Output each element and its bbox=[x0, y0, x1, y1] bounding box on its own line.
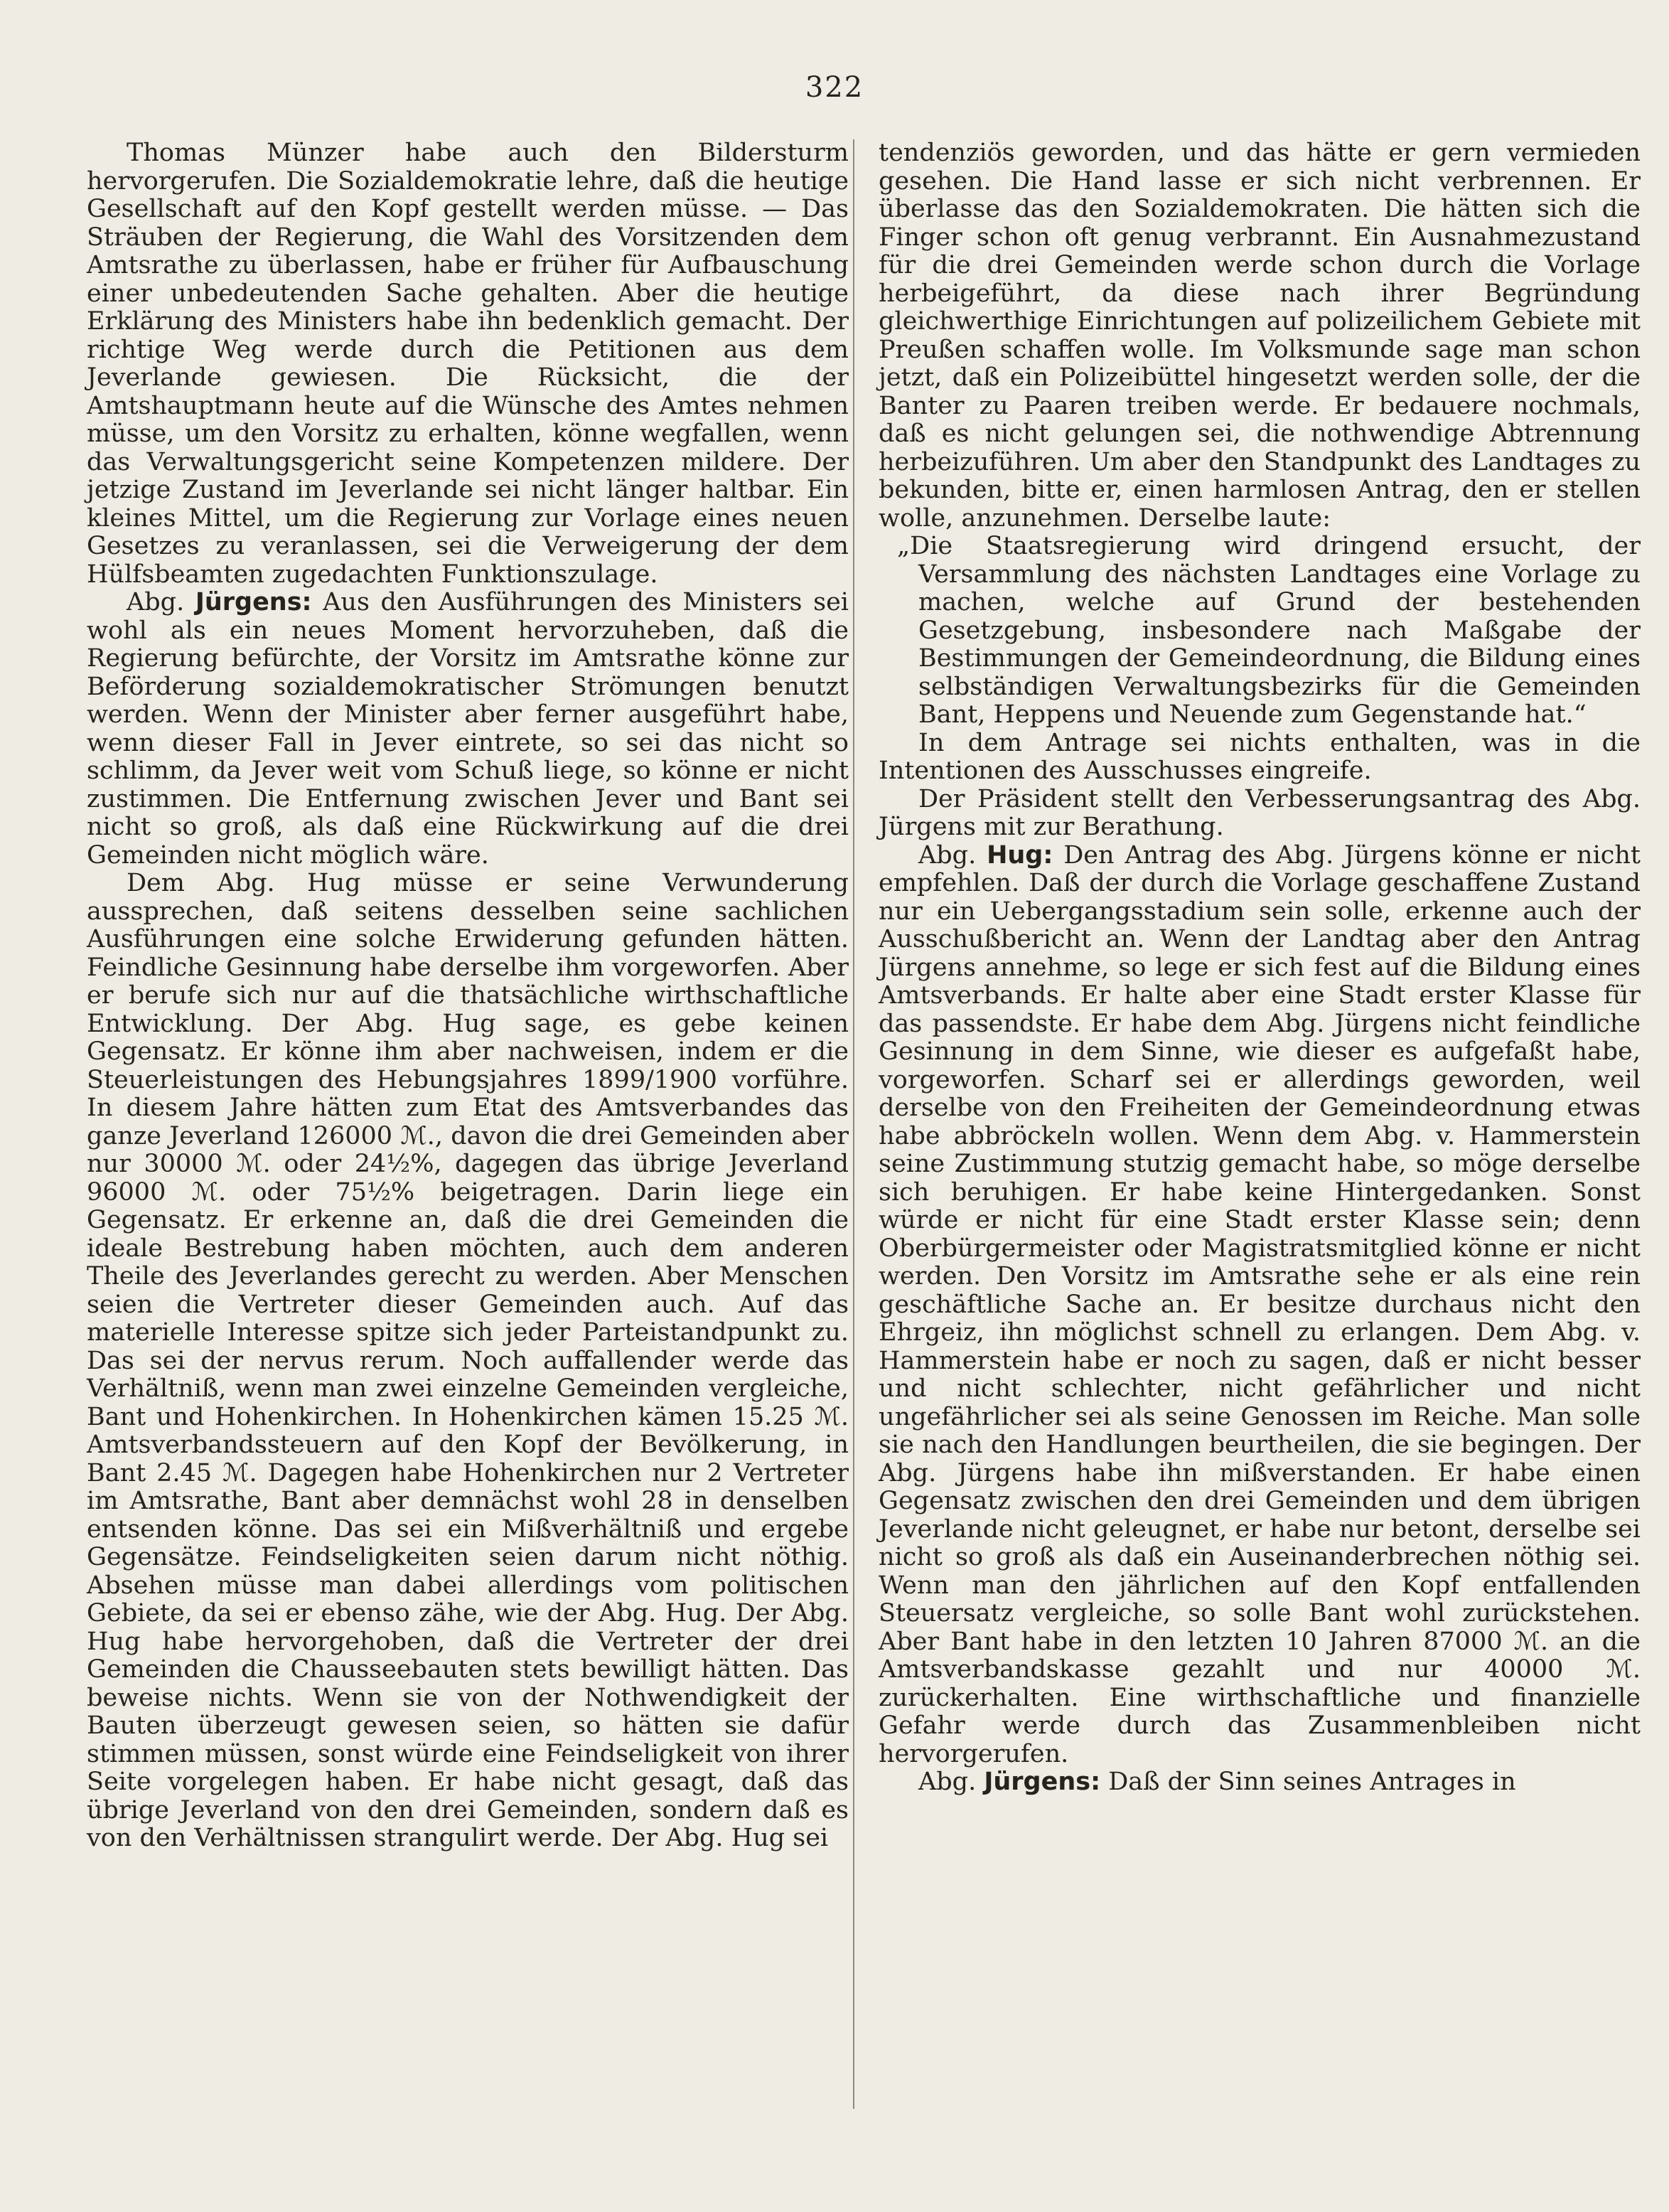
speaker-name: Jürgens: bbox=[195, 588, 312, 616]
paragraph: tendenziös geworden, und das hätte er gern vermieden gesehen. Die Hand lasse er sich nicht verbrennen. Er überlasse das den Sozialdemokraten. Die hätten sich die Finger schon oft genug verbrannt. Ein Ausnahmezustand für die drei Gemeinden werde schon durch die Vorlage herbeigeführt, da diese nach ihrer Begründung gleichwerthige Einrichtungen auf polizeilichem Gebiete mit Preußen schaffen wolle. Im Volksmunde sage man schon jetzt, daß ein Polizeibüttel hingesetzt werden solle, der die Banter zu Paaren treiben werde. Er bedauere nochmals, daß es nicht gelungen sei, die nothwendige Abtrennung herbeizuführen. Um aber den Standpunkt des Landtages zu bekunden, bitte er, einen harmlosen Antrag, den er stellen wolle, anzunehmen. Derselbe laute: bbox=[879, 139, 1641, 533]
paragraph: In dem Antrage sei nichts enthalten, was in die Intentionen des Ausschusses eingreife. bbox=[879, 728, 1641, 785]
speaker-name: Jürgens: bbox=[984, 1768, 1101, 1796]
speaker-prefix: Abg. bbox=[127, 588, 185, 616]
paragraph: Abg. Jürgens: Aus den Ausführungen des Ministers sei wohl als ein neues Moment hervorzuheben, daß die Regierung befürchte, der Vorsitz im Amtsrathe könne zur Beförderung sozialdemokratischer Strömungen benutzt werden. Wenn der Minister aber ferner ausgeführt habe, wenn dieser Fall in Jever eintrete, so sei das nicht so schlimm, da Jever weit vom Schuß liege, so könne er nicht zustimmen. Die Entfernung zwischen Jever und Bant sei nicht so groß, als daß eine Rückwirkung auf die drei Gemeinden nicht möglich wäre. bbox=[87, 588, 849, 870]
paragraph: Thomas Münzer habe auch den Bildersturm hervorgerufen. Die Sozialdemokratie lehre, daß die heutige Gesellschaft auf den Kopf gestellt werden müsse. — Das Sträuben der Regierung, die Wahl des Vorsitzenden dem Amtsrathe zu überlassen, habe er früher für Aufbauschung einer unbedeutenden Sache gehalten. Aber die heutige Erklärung des Ministers habe ihn bedenklich gemacht. Der richtige Weg werde durch die Petitionen aus dem Jeverlande gewiesen. Die Rücksicht, die der Amtshauptmann heute auf die Wünsche des Amtes nehmen müsse, um den Vorsitz zu erhalten, könne wegfallen, wenn das Verwaltungsgericht seine Kompetenzen mildere. Der jetzige Zustand im Jeverlande sei nicht länger haltbar. Ein kleines Mittel, um die Regierung zur Vorlage eines neuen Gesetzes zu veranlassen, sei die Verweigerung der dem Hülfsbeamten zugedachten Funktionszulage. bbox=[87, 139, 849, 589]
paragraph: Abg. Hug: Den Antrag des Abg. Jürgens könne er nicht empfehlen. Daß der durch die Vorlage geschaffene Zustand nur ein Uebergangsstadium sein solle, erkenne auch der Ausschußbericht an. Wenn der Landtag aber den Antrag Jürgens annehme, so lege er sich fest auf die Bildung eines Amtsverbands. Er halte aber eine Stadt erster Klasse für das passendste. Er habe dem Abg. Jürgens nicht feindliche Gesinnung in dem Sinne, wie dieser es aufgefaßt habe, vorgeworfen. Scharf sei er allerdings geworden, weil derselbe von den Freiheiten der Gemeindeordnung etwas habe abbröckeln wollen. Wenn dem Abg. v. Hammerstein seine Zustimmung stutzig gemacht habe, so möge derselbe sich beruhigen. Er habe keine Hintergedanken. Sonst würde er nicht für eine Stadt erster Klasse sein; denn Oberbürgermeister oder Magistratsmitglied könne er nicht werden. Den Vorsitz im Amtsrathe sehe er als eine rein geschäftliche Sache an. Er besitze durchaus nicht den Ehrgeiz, ihn möglichst schnell zu erlangen. Dem Abg. v. Hammerstein habe er noch zu sagen, daß er nicht besser und nicht schlechter, nicht gefährlicher und nicht ungefährlicher sei als seine Genossen im Reiche. Man solle sie nach den Handlungen beurtheilen, die sie begingen. Der Abg. Jürgens habe ihn mißverstanden. Er habe einen Gegensatz zwischen den drei Gemeinden und dem übrigen Jeverlande nicht geleugnet, er habe nur betont, derselbe sei nicht so groß als daß ein Auseinanderbrechen nöthig sei. Wenn man den jährlichen auf den Kopf entfallenden Steuersatz vergleiche, so solle Bant wohl zurückstehen. Aber Bant habe in den letzten 10 Jahren 87000 ℳ. an die Amtsverbandskasse gezahlt und nur 40000 ℳ. zurückerhalten. Eine wirthschaftliche und finanzielle Gefahr werde durch das Zusammenbleiben nicht hervorgerufen. bbox=[879, 840, 1641, 1768]
column-divider bbox=[853, 139, 854, 2109]
page-number: 322 bbox=[805, 71, 864, 104]
right-column bbox=[879, 139, 1641, 1797]
speaker-prefix: Abg. bbox=[918, 840, 977, 870]
paragraph: Abg. Jürgens: Daß der Sinn seines Antrages in bbox=[918, 1768, 1516, 1796]
speaker-prefix: Abg. bbox=[918, 1768, 977, 1796]
quoted-motion: „Die Staatsregierung wird dringend ersucht, der Versammlung des nächsten Landtages eine Vorlage zu machen, welche auf Grund der bestehenden Gesetzgebung, insbesondere nach Maßgabe der Bestimmungen der Gemeindeordnung, die Bildung eines selbständigen Verwaltungsbezirks für die Gemeinden Bant, Heppens und Neuende zum Gegenstande hat.“ bbox=[897, 532, 1641, 729]
paragraph: Dem Abg. Hug müsse er seine Verwunderung aussprechen, daß seitens desselben seine sachlichen Ausführungen eine solche Erwiderung gefunden hätten. Feindliche Gesinnung habe derselbe ihm vorgeworfen. Aber er berufe sich nur auf die thatsächliche wirthschaftliche Entwicklung. Der Abg. Hug sage, es gebe keinen Gegensatz. Er könne ihm aber nachweisen, indem er die Steuerleistungen des Hebungsjahres 1899/1900 vorführe. In diesem Jahre hätten zum Etat des Amtsverbandes das ganze Jeverland 126000 ℳ., davon die drei Gemeinden aber nur 30000 ℳ. oder 24½%, dagegen das übrige Jeverland 96000 ℳ. oder 75½% beigetragen. Darin liege ein Gegensatz. Er erkenne an, daß die drei Gemeinden die ideale Bestrebung haben möchten, auch dem anderen Theile des Jeverlandes gerecht zu werden. Aber Menschen seien die Vertreter dieser Gemeinden auch. Auf das materielle Interesse spitze sich jeder Parteistandpunkt zu. Das sei der nervus rerum. Noch auffallender werde das Verhältniß, wenn man zwei einzelne Gemeinden vergleiche, Bant und Hohenkirchen. In Hohenkirchen kämen 15.25 ℳ. Amtsverbandssteuern auf den Kopf der Bevölkerung, in Bant 2.45 ℳ. Dagegen habe Hohenkirchen nur 2 Vertreter im Amtsrathe, Bant aber demnächst wohl 28 in denselben entsenden könne. Das sei ein Mißverhältniß und ergebe Gegensätze. Feindseligkeiten seien darum nicht nöthig. Absehen müsse man dabei allerdings vom politischen Gebiete, da sei er ebenso zähe, wie der Abg. Hug. Der Abg. Hug habe hervorgehoben, daß die Vertreter der drei Gemeinden die Chausseebauten stets bewilligt hätten. Das beweise nichts. Wenn sie von der Nothwendigkeit der Bauten überzeugt gewesen seien, so hätten sie dafür stimmen müssen, sonst würde eine Feindseligkeit von ihrer Seite vorgelegen haben. Er habe nicht gesagt, daß das übrige Jeverland von den drei Gemeinden, sondern daß es von den Verhältnissen strangulirt werde. Der Abg. Hug sei bbox=[87, 869, 849, 1852]
paragraph: Der Präsident stellt den Verbesserungsantrag des Abg. Jürgens mit zur Berathung. bbox=[879, 784, 1641, 841]
speaker-name: Hug: bbox=[987, 840, 1053, 870]
left-column bbox=[87, 139, 849, 1853]
